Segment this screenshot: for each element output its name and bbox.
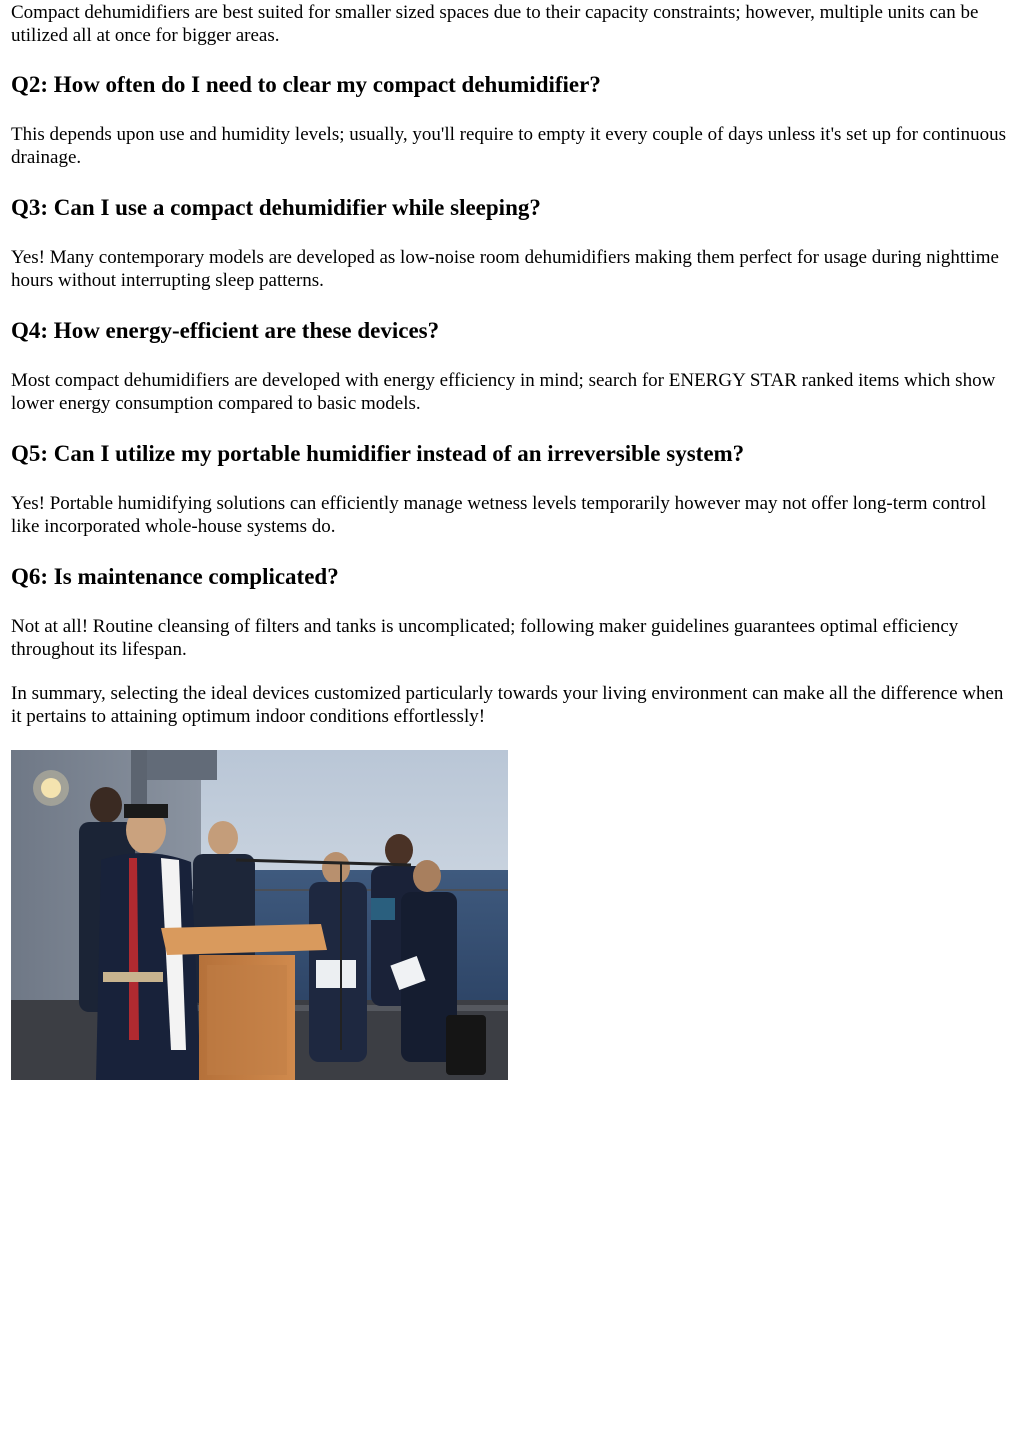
faq-answer-q2: This depends upon use and humidity levels; usually, you'll require to empty it every couple of days unless it's set up for continuous drainage. (11, 124, 1007, 168)
ceremony-photo (11, 750, 508, 1080)
faq-answer-q5: Yes! Portable humidifying solutions can efficiently manage wetness levels temporarily however may not offer long-term control like incorporated whole-house systems do. (11, 493, 987, 537)
faq-question-q2: Q2: How often do I need to clear my compact dehumidifier? (11, 72, 601, 97)
faq-question-q4: Q4: How energy-efficient are these devices? (11, 318, 440, 343)
faq-answer-q6: Not at all! Routine cleansing of filters and tanks is uncomplicated; following maker guidelines guarantees optimal efficiency throughout its lifespan. (11, 616, 959, 660)
faq-question-q6: Q6: Is maintenance complicated? (11, 564, 339, 589)
faq-answer-q3: Yes! Many contemporary models are developed as low-noise room dehumidifiers making them perfect for usage during nighttime hours without interrupting sleep patterns. (11, 247, 999, 291)
faq-question-q3: Q3: Can I use a compact dehumidifier while sleeping? (11, 195, 541, 220)
faq-answer-q4: Most compact dehumidifiers are developed with energy efficiency in mind; search for ENERGY STAR ranked items which show lower energy consumption compared to basic models. (11, 370, 996, 414)
intro-paragraph: Compact dehumidifiers are best suited for smaller sized spaces due to their capacity constraints; however, multiple units can be utilized all at once for bigger areas. (11, 2, 979, 46)
faq-question-q5: Q5: Can I utilize my portable humidifier instead of an irreversible system? (11, 441, 745, 466)
summary-paragraph: In summary, selecting the ideal devices customized particularly towards your living environment can make all the difference when it pertains to attaining optimum indoor conditions effortlessly! (11, 683, 1004, 727)
